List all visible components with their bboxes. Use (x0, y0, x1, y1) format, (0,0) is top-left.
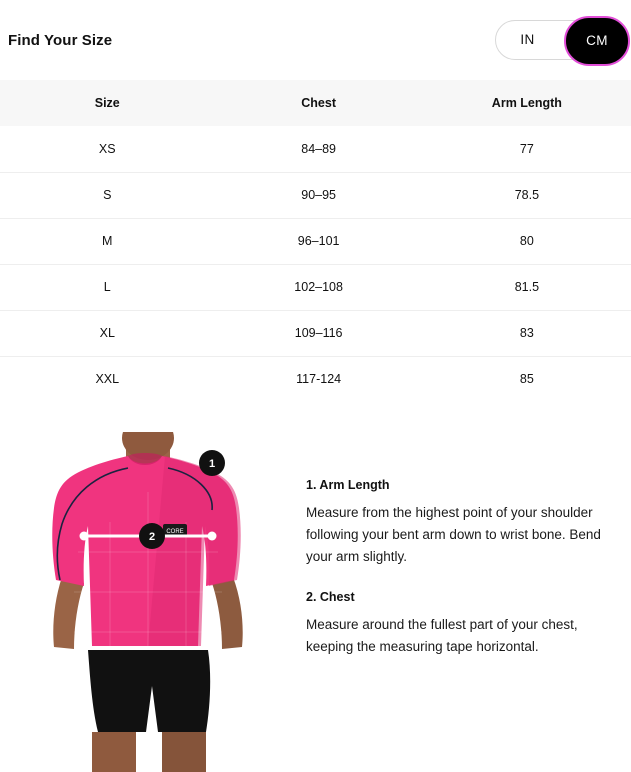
cell-chest: 96–101 (215, 218, 423, 264)
table-row (0, 172, 631, 218)
cell-chest: 109–116 (215, 310, 423, 356)
cell-arm-length: 77 (423, 126, 631, 172)
cell-chest: 90–95 (215, 172, 423, 218)
shorts (88, 650, 210, 732)
cell-size: XS (0, 126, 215, 172)
cell-size: S (0, 172, 215, 218)
table-header-row (0, 80, 631, 126)
table-row (0, 356, 631, 402)
cell-arm-length: 85 (519, 372, 534, 387)
arm-length-marker (199, 450, 225, 476)
measurement-figure (0, 432, 292, 772)
instruction-title-chest: 2. Chest (306, 590, 355, 604)
cell-size: M (0, 218, 215, 264)
measurement-guide-section (0, 432, 631, 772)
chest-marker-number: 2 (148, 531, 156, 543)
table-row (0, 264, 631, 310)
table-row (0, 218, 631, 264)
table-row (0, 310, 631, 356)
cell-chest: 117-124 (296, 372, 342, 387)
arm-length-marker-number: 1 (208, 458, 216, 470)
size-chart-table (0, 80, 631, 402)
cell-arm-length: 78.5 (423, 172, 631, 218)
instruction-title-arm-length: 1. Arm Length (306, 478, 390, 492)
cell-size: L (0, 264, 215, 310)
cell-size: XXL (95, 372, 120, 387)
column-header-size: Size (0, 80, 215, 126)
cell-arm-length: 81.5 (423, 264, 631, 310)
unit-toggle[interactable] (495, 20, 623, 60)
unit-option-cm[interactable]: CM (586, 33, 608, 48)
unit-toggle-track[interactable] (495, 20, 623, 60)
column-header-chest: Chest (215, 80, 423, 126)
instruction-body-arm-length: Measure from the highest point of your shoulder following your bent arm down to wrist bone. Bend your arm slightly. (306, 505, 601, 564)
cell-size: XL (0, 310, 215, 356)
jersey-brand-tag: CORE (166, 529, 184, 535)
table-row (0, 126, 631, 172)
chest-marker (139, 523, 165, 549)
instruction-body-chest: Measure around the fullest part of your chest, keeping the measuring tape horizontal. (306, 617, 578, 654)
cyclist-illustration (0, 432, 292, 772)
cell-arm-length: 80 (423, 218, 631, 264)
cell-chest: 102–108 (215, 264, 423, 310)
page-title: Find Your Size (8, 31, 113, 49)
measurement-instructions (292, 432, 631, 772)
size-guide-header (0, 0, 631, 80)
cell-chest: 84–89 (215, 126, 423, 172)
cell-arm-length: 83 (423, 310, 631, 356)
column-header-arm-length: Arm Length (423, 80, 631, 126)
unit-option-in[interactable]: IN (520, 32, 535, 47)
